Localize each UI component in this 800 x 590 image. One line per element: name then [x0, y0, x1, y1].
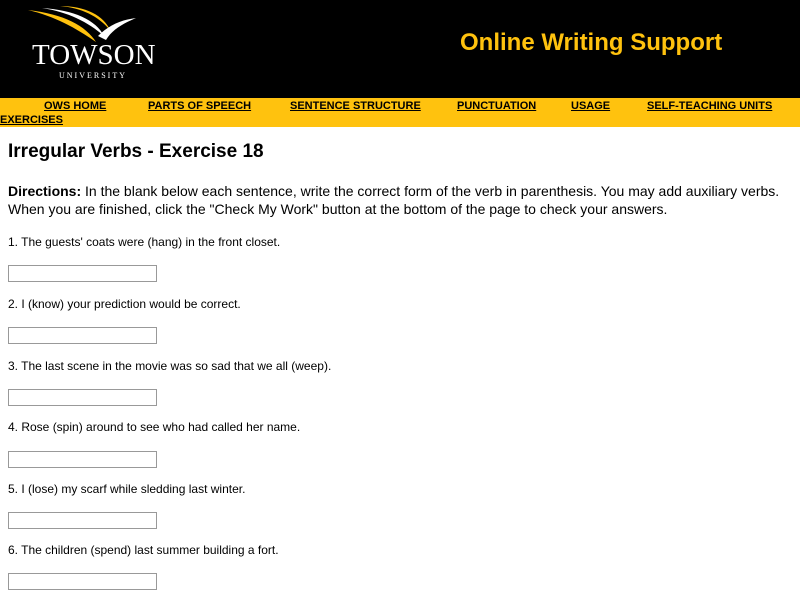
- site-header: [0, 0, 800, 98]
- question-3-text: 3. The last scene in the movie was so sad that we all (weep).: [8, 359, 332, 373]
- question-1-text: 1. The guests' coats were (hang) in the front closet.: [8, 235, 281, 249]
- logo-subtext: UNIVERSITY: [59, 71, 127, 80]
- directions-label: Directions:: [8, 183, 82, 199]
- answer-input-1[interactable]: [8, 265, 157, 282]
- nav-link-usage[interactable]: USAGE: [571, 100, 611, 112]
- answer-input-2[interactable]: [8, 327, 157, 344]
- nav-link-self-teaching-units[interactable]: SELF-TEACHING UNITS: [647, 100, 773, 112]
- nav-link-parts-of-speech[interactable]: PARTS OF SPEECH: [148, 100, 252, 112]
- nav-link-exercises[interactable]: EXERCISES: [0, 114, 63, 126]
- towson-logo[interactable]: [24, 6, 156, 86]
- page-title: Irregular Verbs - Exercise 18: [8, 141, 264, 162]
- question-2-text: 2. I (know) your prediction would be correct.: [8, 297, 241, 311]
- site-title: Online Writing Support: [460, 29, 723, 56]
- directions-text: In the blank below each sentence, write the correct form of the verb in parenthesis. You may add auxiliary verbs. When you are finished, click the "Check My Work" button at the bottom of the page to check your answers.: [8, 183, 780, 217]
- nav-link-sentence-structure[interactable]: SENTENCE STRUCTURE: [290, 100, 421, 112]
- nav-link-ows-home[interactable]: OWS HOME: [44, 100, 107, 112]
- directions-paragraph: [8, 182, 798, 218]
- answer-input-6[interactable]: [8, 573, 157, 590]
- question-6-text: 6. The children (spend) last summer building a fort.: [8, 543, 279, 557]
- question-4-text: 4. Rose (spin) around to see who had called her name.: [8, 420, 301, 434]
- answer-input-4[interactable]: [8, 451, 157, 468]
- question-5-text: 5. I (lose) my scarf while sledding last winter.: [8, 482, 246, 496]
- main-navigation: [0, 98, 800, 127]
- logo-wordmark: TOWSON: [32, 39, 156, 71]
- answer-input-3[interactable]: [8, 389, 157, 406]
- nav-link-punctuation[interactable]: PUNCTUATION: [457, 100, 537, 112]
- answer-input-5[interactable]: [8, 512, 157, 529]
